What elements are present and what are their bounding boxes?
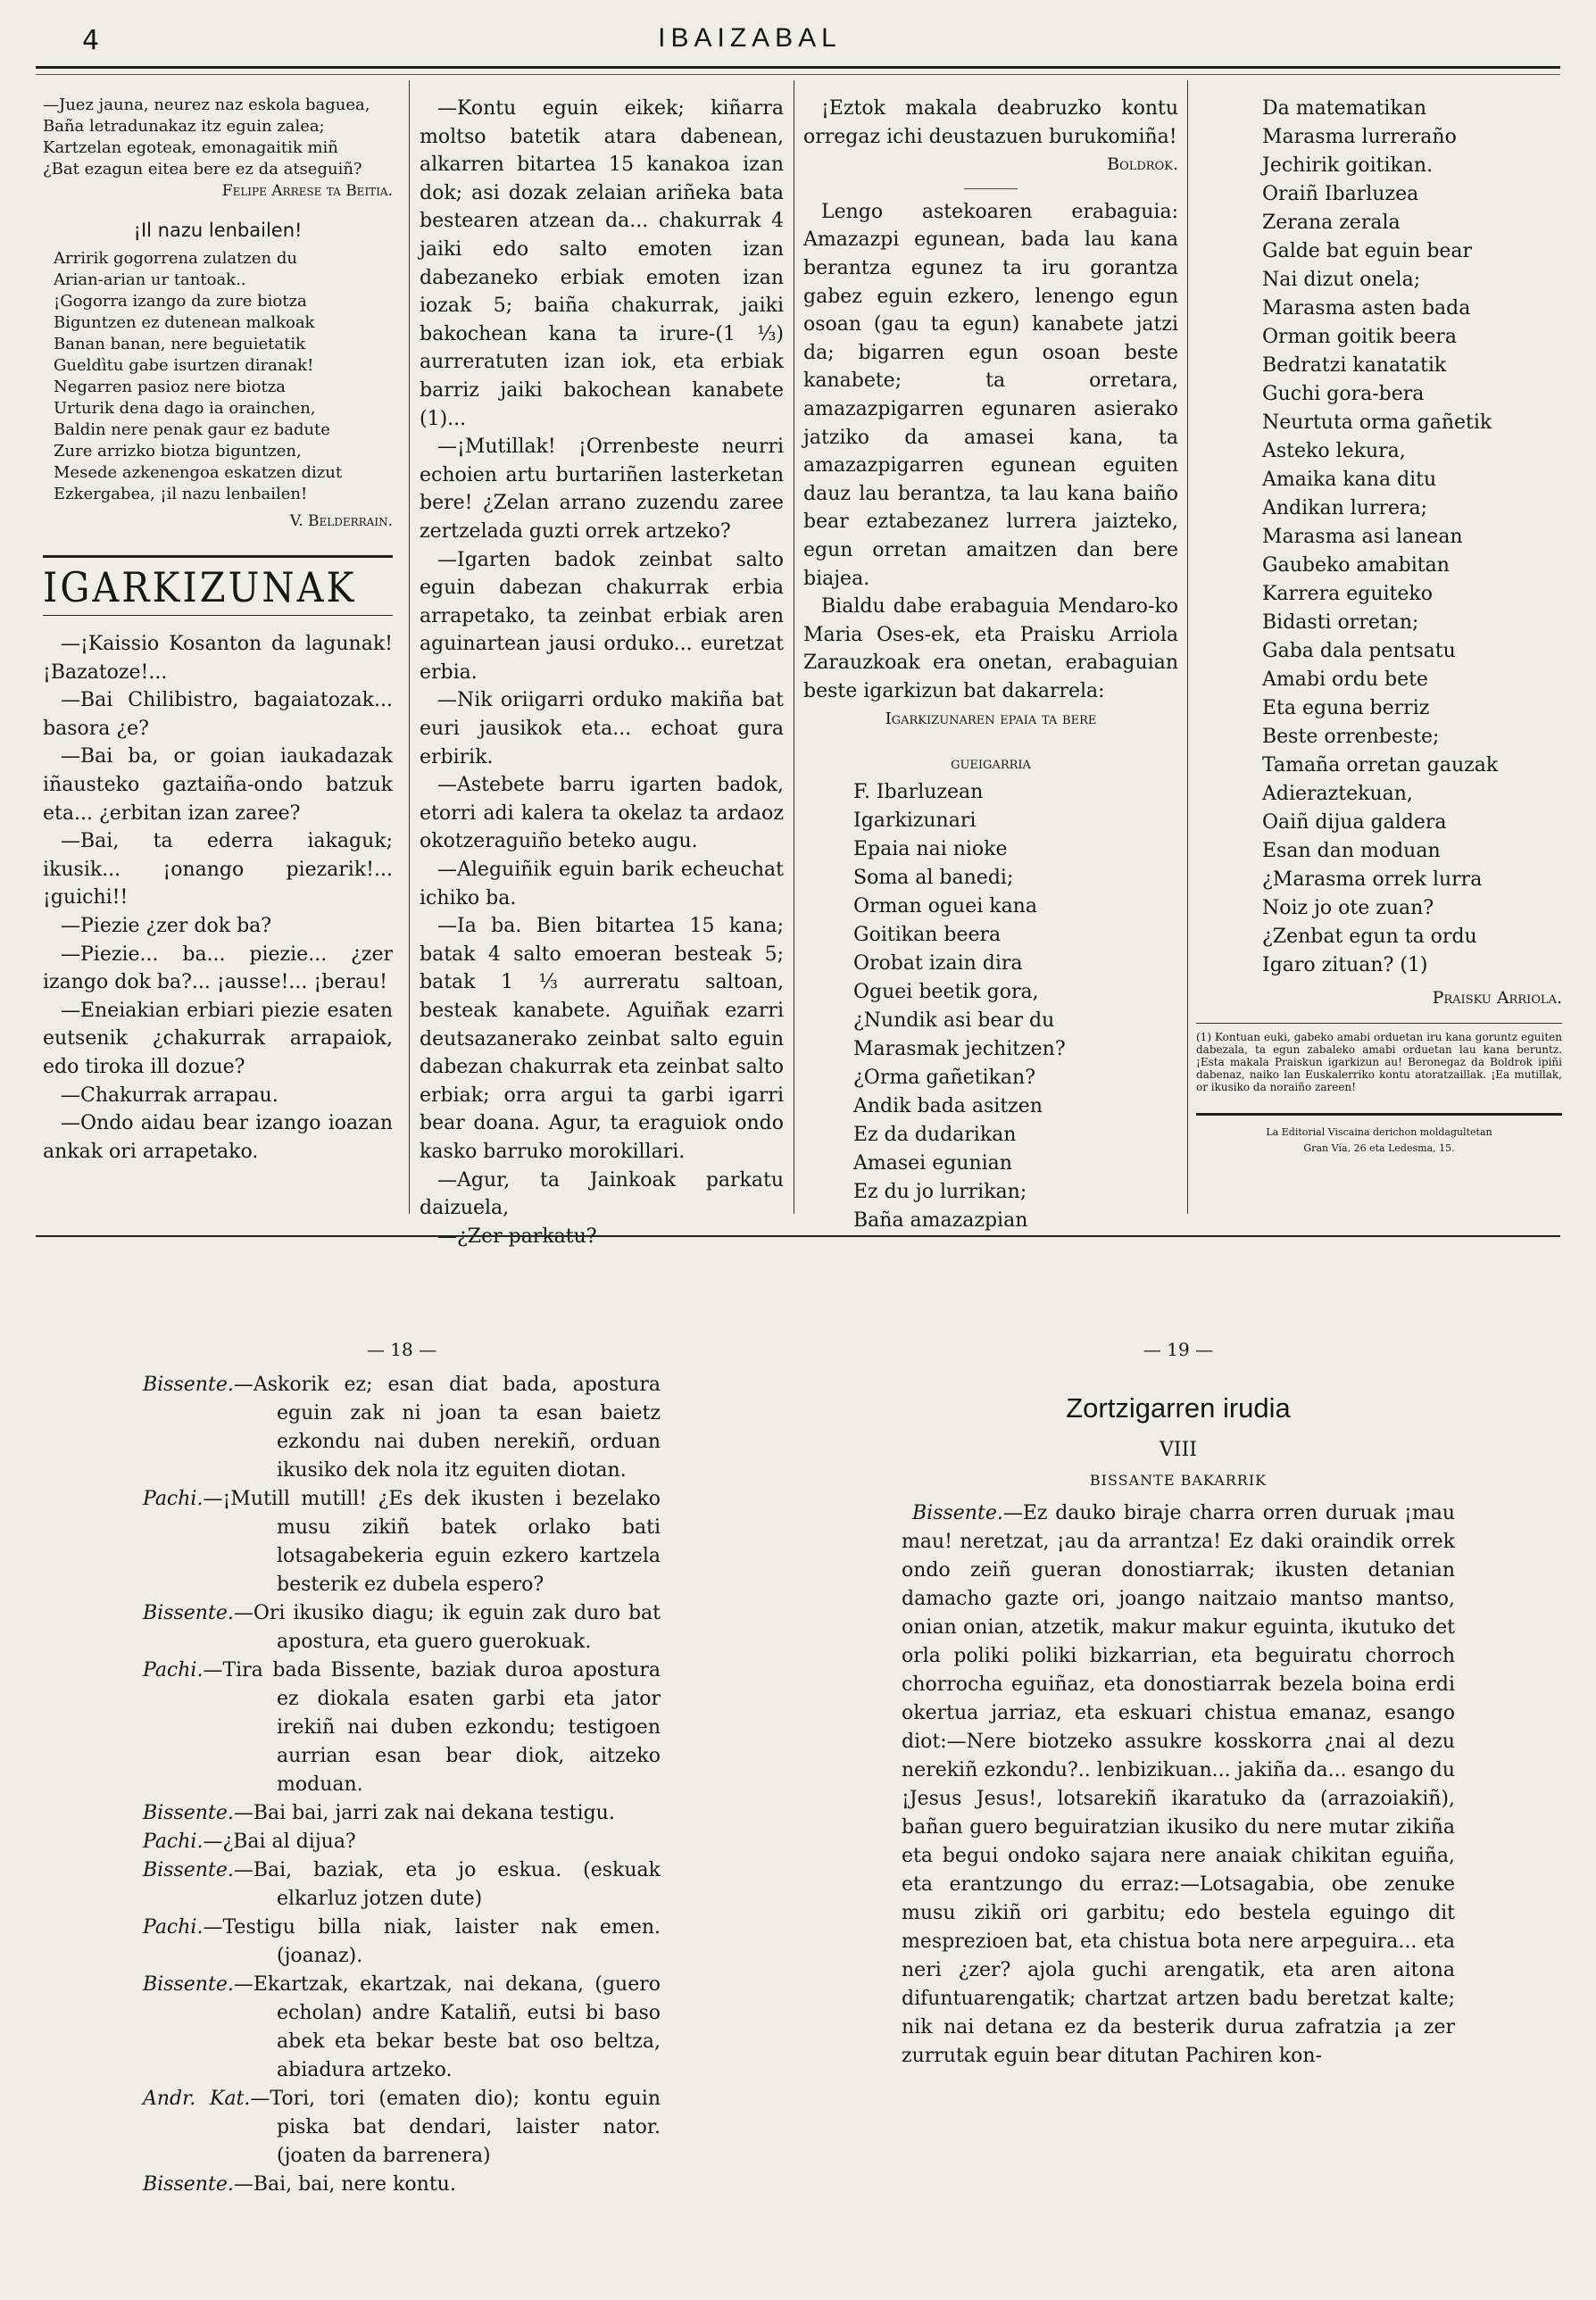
verse-line: Amaika kana ditu — [1262, 469, 1437, 491]
header-rule — [36, 66, 1560, 75]
poem-line: Ezkergabea, ¡il nazu lenbailen! — [54, 485, 308, 503]
verse-line: Eta eguna berriz — [1262, 697, 1430, 719]
verse-line: Noiz jo ote zuan? — [1262, 897, 1434, 919]
verse-line: Ez du jo lurrikan; — [853, 1180, 1027, 1203]
verse-line: Gaubeko amabitan — [1262, 554, 1450, 577]
masthead — [0, 0, 1596, 71]
verse-line: Goitikan beera — [853, 923, 1002, 946]
poem-1-signature: Felipe Arrese ta Beitia. — [221, 182, 393, 200]
verse-line: Marasma asten bada — [1262, 297, 1471, 320]
verse-line: Karrera eguiteko — [1262, 583, 1433, 605]
verse-line: Oraiñ Ibarluzea — [1262, 183, 1419, 205]
verse-line: Baña amazazpian — [853, 1208, 1028, 1232]
dialogue-text: —¿Bai al dijua? — [203, 1831, 356, 1853]
verse-line: Orman goitik beera — [1262, 326, 1458, 348]
verse-riddle — [803, 778, 1178, 1235]
verse-line: F. Ibarluzean — [853, 780, 984, 803]
dialogue-paragraph: —Aleguiñik eguin barik echeuchat ichiko ba. — [420, 859, 784, 909]
dialogue-line — [143, 2085, 661, 2171]
verse-line: Marasmak jechitzen? — [853, 1037, 1066, 1060]
verse-line: Beste orrenbeste; — [1262, 726, 1440, 748]
dialogue-text: —Bai, bai, nere kontu. — [233, 2173, 456, 2196]
dialogue-paragraph: —Ia ba. Bien bitartea 15 kana; batak 4 salto emoeran besteak 5; batak 1 ⅓ aurreratu saltoan, besteak kanabete. Aguiñak ezarri deutsazanerako zeinbat salto eguin dabezan chakurrak eta zeinbat salto erbiak; orra argui ta garbi igarri bear doana. Agur, ta eraguiok ondo kasko barruko morokillari. — [420, 915, 784, 1163]
verse-line: Jechirik goitikan. — [1262, 154, 1434, 177]
speaker-name: Pachi. — [143, 1831, 204, 1853]
text-paragraph: Lengo astekoaren erabaguia: Amazazpi egunean, bada lau kana berantza egunez ta iru gorantza gabez eguin ezkero, lenengo egun osoan (gau ta egun) kanabete jatzi da; bigarren egun osoan beste kanabete; ta orretara, amazazpigarren egunaren asierako jatziko da amasei kana, ta amazazpigarren egunean eguiten dauz lau berantza, ta lau kana baiño bear eztabezanez lurrera jaizteko, egun orretan amaitzen dan bere biajea. — [803, 200, 1178, 590]
monologue-text: —Ez dauko biraje charra orren duruak ¡mau mau! neretzat, ¡au da arrantza! Ez daki oraindik orrek ondo zeiñ gueran donostiarrak; ikusten detanian damacho gazte ori, joango naitzaio mantso mantso, onian onian, atzetik, makur makur eguinta, ikutuko det orla poliki poliki bizkarrian, eta beguiratu chorroch chorrocha eguiñaz, eta donostiarrak bezela boina erdi okertua jarriaz, eta eskuari chistua emanaz, esango diot:—Nere biotzeko assukre kosskorra ¿nai al dezu nerekiñ ezkondu?.. lenbizikuan... jakiña da... esango du ¡Jesus Jesus!, lotsarekiñ ikaratuko da (arrazoiakiñ), bañan guero beguiratzian ikusiko du nere mutar zikiña eta begui ondoko sajara nere anaiak chikitan eguiña, eta erantzungo du erraz:—Lotsagabia, obe zenuke musu zikiñ ori garbitu; edo bestela eguingo dit mesprezioen bat, eta chistua bota nere arpeguira... eta neri ¿zer? ajola guchi arengatik, eta aren aitona difuntuarengatik; chartzat artzen badu beretzat kalte; nik nai detana ez da besterik durua zafratzia ¡a zer zurrutak eguin bear ditutan Pachiren kon- — [902, 1502, 1455, 2067]
dialogue-paragraph: —Nik oriigarri orduko makiña bat euri jausikok eta... echoat gura erbirik. — [420, 689, 784, 768]
poem-line: Zure arrizko biotza biguntzen, — [54, 442, 302, 461]
verse-line: Andikan lurrera; — [1262, 497, 1428, 519]
verse-line: Neurtuta orma gañetik — [1262, 411, 1492, 434]
dialogue-line — [143, 1799, 661, 1828]
page-divider — [36, 1235, 1560, 1237]
poem-2 — [43, 248, 393, 505]
page-19 — [902, 1339, 1455, 2071]
verse-line: Igarkizunari — [853, 809, 977, 832]
verse-line: Gaba dala pentsatu — [1262, 640, 1456, 662]
riddle-dialogue — [43, 630, 393, 1166]
speaker-name: Bissente. — [143, 1859, 234, 1881]
riddle-dialogue-continued — [420, 95, 784, 1250]
speaker-name: Bissente. — [912, 1502, 1003, 1524]
poem-line: Baña letradunakaz itz eguin zalea; — [43, 117, 325, 136]
footnote: (1) Kontuan euki, gabeko amabi orduetan iru kana goruntz eguiten dabezala, ta egun zabaleko amabi orduetan lau kana beruntz. ¡Esta makala Praiskun igarkizun au! Beronegaz da Boldrok ipiñi dabenaz, naiko lan Euskalerriko kontu atoratzaillak. ¡Ea mutillak, or ikusiko da noraiño zareen! — [1196, 1023, 1562, 1093]
verse-line: Ez da dudarikan — [853, 1123, 1017, 1146]
dialogue-paragraph: —Bai Chilibistro, bagaiatozak... basora ¿e? — [43, 689, 393, 740]
poem-line: Negarren pasioz nere biotza — [54, 378, 286, 396]
verse-line: Amabi ordu bete — [1262, 668, 1428, 691]
verse-line: Esan dan moduan — [1262, 840, 1441, 862]
text-paragraph: Bialdu dabe erabaguia Mendaro-ko Maria Oses-ek, eta Praisku Arriola Zarauzkoak era onetan, erabaguian beste igarkizun bat dakarrela: — [803, 595, 1178, 702]
verse-line: Zerana zerala — [1262, 212, 1401, 234]
speaker-name: Andr. Kat. — [143, 2088, 251, 2110]
verse-line: Andik bada asitzen — [853, 1094, 1043, 1117]
dialogue-paragraph: —Ondo aidau bear izango ioazan ankak ori arrapetako. — [43, 1112, 393, 1163]
verse-line: Bidasti orretan; — [1262, 611, 1419, 634]
dialogue-line — [143, 1828, 661, 1856]
imprint-publisher: La Editorial Viscaina derichon moldagultetan — [1266, 1126, 1492, 1138]
speaker-name: Bissente. — [143, 1374, 234, 1396]
dialogue-line — [143, 2171, 661, 2199]
signature: Boldrok. — [1107, 154, 1178, 175]
solution-subheading: gueigarria — [951, 754, 1031, 774]
dialogue-paragraph: —Astebete barru igarten badok, etorri adi kalera ta okelaz ta ardaoz okotzeraguiño beteko augu. — [420, 774, 784, 853]
verse-line: ¿Marasma orrek lurra — [1262, 868, 1483, 891]
dialogue-paragraph: —Bai, ta ederra iakaguk; ikusik... ¡onango piezarik!... ¡guichi!! — [43, 830, 393, 909]
play-dialogue — [143, 1371, 661, 2199]
dialogue-line — [143, 1971, 661, 2085]
speaker-name: Bissente. — [143, 1602, 234, 1624]
poem-line: Gueldìtu gabe isurtzen diranak! — [54, 356, 314, 375]
verse-line: Tamaña orretan gauzak — [1262, 754, 1499, 776]
poem-line: Biguntzen ez dutenean malkoak — [54, 313, 315, 332]
speaker-name: Pachi. — [143, 1659, 204, 1681]
dialogue-paragraph: —Piezie... ba... piezie... ¿zer izango dok ba?... ¡ausse!... ¡berau! — [43, 942, 393, 994]
dialogue-paragraph: —¡Kaissio Kosanton da lagunak! ¡Bazatoze!... — [43, 633, 393, 684]
poem-line: ¿Bat ezagun eitea bere ez da atseguiñ? — [43, 160, 362, 179]
closing-remark: ¡Eztok makala deabruzko kontu orregaz ichi deustazuen burukomiña! — [803, 97, 1178, 148]
column-divider — [1187, 80, 1188, 1214]
dialogue-line — [143, 1371, 661, 1485]
dialogue-text: —Ekartzak, ekartzak, nai dekana, (guero echolan) andre Kataliñ, eutsi bi baso abek eta bekar beste bat oso beltza, abiadura artzeko. — [233, 1973, 661, 2081]
dialogue-text: —Tori, tori (ematen dio); kontu eguin piska bat dendari, laister nator. (joaten da barrenera) — [250, 2088, 661, 2167]
dialogue-text: —Bai, baziak, eta jo eskua. (eskuak elkarluz jotzen dute) — [233, 1859, 661, 1910]
dialogue-text: —Ori ikusiko diagu; ik eguin zak duro bat apostura, eta guero guerokuak. — [233, 1602, 661, 1653]
dialogue-paragraph: —Bai ba, or goian iaukadazak iñausteko gaztaiña-ondo batzuk eta... ¿erbitan izan zaree? — [43, 745, 393, 825]
dialogue-paragraph: —¡Mutillak! ¡Orrenbeste neurri echoien artu burtariñen lasterketan bere! ¿Zelan arrano zuzendu zaree zertzelada guzti orrek artzeko? — [420, 436, 784, 543]
poem-1 — [43, 95, 393, 180]
dialogue-paragraph: —Eneiakian erbiari piezie esaten eutsenik ¿chakurrak arrapaiok, edo tiroka ill dozue? — [43, 999, 393, 1078]
dialogue-paragraph: —Kontu eguin eikek; kiñarra moltso batetik atara dabenean, alkarren bitartea 15 kanakoa izan dok; asi dozak zelaian ariñeka bata bestearen atzean da... chakurrak 4 jaiki edo salto emoten izan dabezaneko erbiak emoten izan iozak 5; baiña chakurrak, jaiki bakochean kana ta irure-(1 ⅓) aurreratuten izan iok, eta erbiak barriz jaiki bakochean kanabete (1)... — [420, 97, 784, 430]
verse-line: Amasei egunian — [853, 1151, 1012, 1175]
solution-text — [803, 198, 1178, 706]
verse-line: Bedratzi kanatatik — [1262, 354, 1447, 377]
page-number: 4 — [82, 25, 100, 56]
dialogue-paragraph: —Piezie ¿zer dok ba? — [61, 914, 272, 937]
verse-signature: Praisku Arriola. — [1432, 988, 1562, 1008]
dialogue-line — [143, 1656, 661, 1799]
verse-line: Nai dizut onela; — [1262, 269, 1421, 291]
dialogue-text: —Testigu billa niak, laister nak emen. (joanaz). — [203, 1916, 661, 1967]
column-divider — [409, 80, 410, 1214]
dialogue-text: —¡Mutill mutill! ¿Es dek ikusten i bezelako musu zikiñ batek orlako bati lotsagabekeria eguin ezkero kartzela besterik ez dubela espero? — [203, 1488, 661, 1596]
poem-line: Urturik dena dago ia orainchen, — [54, 399, 316, 418]
imprint-address: Gran Vía, 26 eta Ledesma, 15. — [1303, 1142, 1455, 1154]
newspaper-title: IBAIZABAL — [658, 23, 842, 53]
verse-line: ¿Zenbat egun ta ordu — [1262, 926, 1477, 948]
column-1 — [43, 95, 393, 1166]
column-4 — [1196, 95, 1562, 1157]
dialogue-line — [143, 1599, 661, 1656]
scene-title: Zortzigarren irudia — [1066, 1392, 1291, 1424]
verse-line: Soma al banedi; — [853, 866, 1014, 889]
solution-heading: Igarkizunaren epaia ta bere — [885, 710, 1097, 729]
verse-line: ¿Orma gañetikan? — [853, 1066, 1035, 1089]
speaker-name: Pachi. — [143, 1916, 204, 1939]
verse-line: Epaia nai nioke — [853, 837, 1008, 860]
verse-riddle-continued — [1196, 95, 1562, 980]
verse-line: Igaro zituan? (1) — [1262, 954, 1428, 976]
dialogue-line — [143, 1485, 661, 1599]
speaker-name: Bissente. — [143, 2173, 234, 2196]
verse-line: Da matematikan — [1262, 97, 1427, 120]
poem-line: Kartzelan egoteak, emonagaitik miñ — [43, 138, 338, 157]
verse-line: Oguei beetik gora, — [853, 980, 1039, 1003]
poem-line: Arian-arian ur tantoak.. — [54, 270, 246, 289]
poem-2-signature: V. Belderrain. — [289, 512, 393, 530]
poem-line: —Juez jauna, neurez naz eskola baguea, — [43, 95, 370, 114]
poem-line: Mesede azkenengoa eskatzen dizut — [54, 463, 343, 482]
poem-line: Baldin nere penak gaur ez badute — [54, 420, 330, 439]
dialogue-line — [143, 1856, 661, 1914]
dialogue-paragraph: —Igarten badok zeinbat salto eguin dabezan chakurrak erbia arrapetako, ta zeinbat erbiak aren aguinartean jausi orduko... euretzat erbia. — [420, 548, 784, 684]
page-18-number: — 18 — — [366, 1339, 437, 1360]
section-heading: IGARKIZUNAK — [43, 555, 393, 616]
dialogue-text: —Tira bada Bissente, baziak duroa apostura ez diokala esaten garbi eta jator irekiñ nai duben ezkondu; testigoen aurrian esan bear diok, aitzeko moduan. — [203, 1659, 661, 1796]
dialogue-text: —Askorik ez; esan diat bada, apostura eguin zak ni joan ta esan baietz ezkondu nai duben nerekiñ, orduan ikusiko dek nola itz eguiten diotan. — [233, 1374, 661, 1482]
dialogue-line — [143, 1914, 661, 1971]
speaker-name: Pachi. — [143, 1488, 204, 1510]
separator — [964, 188, 1018, 189]
speaker-name: Bissente. — [143, 1973, 234, 1996]
scene-subtitle: BISSANTE BAKARRIK — [1089, 1472, 1268, 1489]
dialogue-paragraph: —Chakurrak arrapau. — [61, 1084, 278, 1107]
verse-line: Orobat izain dira — [853, 951, 1023, 975]
speaker-name: Bissente. — [143, 1802, 234, 1824]
dialogue-paragraph: —Agur, ta Jainkoak parkatu daizuela, — [420, 1168, 784, 1220]
page-19-number: — 19 — — [1143, 1339, 1214, 1360]
poem-line: Arririk gogorrena zulatzen du — [54, 249, 297, 268]
scene-number: VIII — [1160, 1439, 1197, 1461]
poem-line: ¡Gogorra izango da zure biotza — [54, 292, 307, 311]
verse-line: Asteko lekura, — [1262, 440, 1406, 462]
verse-line: Marasma lurreraño — [1262, 126, 1457, 148]
poem-line: Banan banan, nere beguietatik — [54, 335, 305, 353]
column-2 — [420, 95, 784, 1250]
verse-line: Galde bat eguin bear — [1262, 240, 1473, 262]
dialogue-paragraph: —¿Zer parkatu? — [437, 1225, 597, 1248]
verse-line: Orman oguei kana — [853, 894, 1037, 918]
verse-line: Guchi gora-bera — [1262, 383, 1425, 405]
column-3 — [803, 95, 1178, 1235]
verse-line: Adieraztekuan, — [1262, 783, 1413, 805]
poem-2-title: ¡Il nazu lenbailen! — [133, 220, 303, 241]
dialogue-text: —Bai bai, jarri zak nai dekana testigu. — [233, 1802, 615, 1824]
monologue — [902, 1499, 1455, 2071]
verse-line: Marasma asi lanean — [1262, 526, 1463, 548]
imprint — [1196, 1113, 1562, 1157]
verse-line: Oaiñ dijua galdera — [1262, 811, 1447, 834]
verse-line: ¿Nundik asi bear du — [853, 1009, 1055, 1032]
page-18 — [143, 1339, 661, 2199]
